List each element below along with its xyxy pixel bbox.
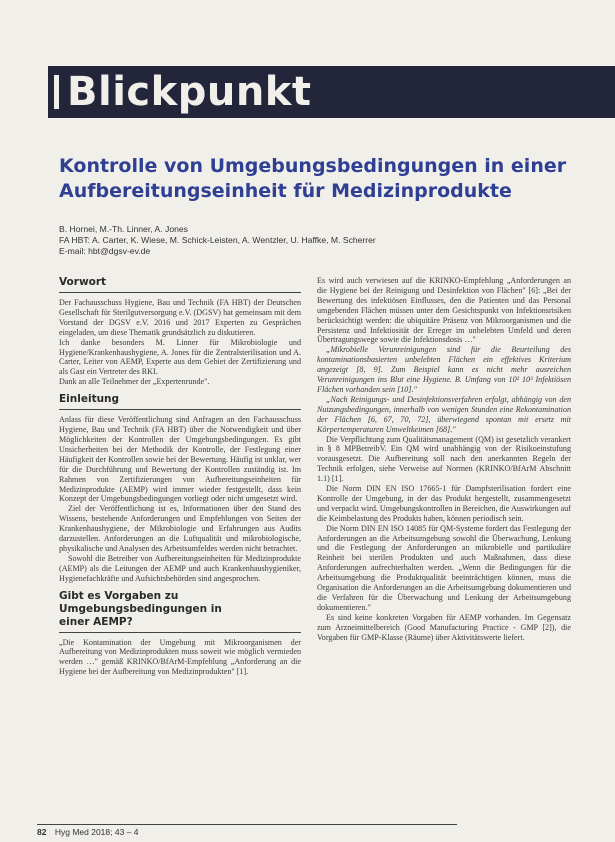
right-paragraph-norm-13485: Die Norm DIN EN ISO 14085 für QM-Systeme fordert das Festlegung der Anforderungen an die Arbeitsumgebung sowohl die Überwachung, Lenkung und die Festlegung der Anforderungen an mikrobielle und partikuläre Reinheit bei sterilen Produkten und auch Maßnahmen, dass diese Anforderungen aufrechterhalten werden. „Wenn die Bedingungen für die Arbeitsumgebung die Produktqualität beeinträchtigen können, muss die Organisation die Anforderungen an die Arbeitsumgebung dokumentieren und die Verfahren für die Überwachung und Lenkung der Arbeitsumgebung dokumentieren." bbox=[317, 523, 571, 612]
section-banner bbox=[48, 66, 615, 118]
heading-vorgaben-line-1: Gibt es Vorgaben zu Umgebungsbedingungen in bbox=[59, 589, 222, 615]
right-paragraph-1: Es wird auch verwiesen auf die KRINKO-Empfehlung „Anforderungen an die Hygiene bei der Reinigung und Desinfektion von Flächen" [6]: „Bei der Bewertung des infektiösen Einflusses, den die Patienten und das Personal umgebenden Flächen müssen unter dem Gesichtspunkt von Infektionsrisiken berücksichtigt werden: die ubiquitäre Präsenz von Mikroorganismen und die Persistenz und Infektiosität der Erreger im unbelebten Umfeld und deren Übertragungswege sowie die Infektionsdosis …" bbox=[317, 276, 571, 345]
einleitung-paragraph-1: Anlass für diese Veröffentlichung sind Anfragen an den Fachausschuss Hygiene, Bau und Technik (FA HBT) über die Notwendigkeit und über Möglichkeiten der Kontrollen der Umgebungsbedingungen. Es gibt Unsicherheiten bei der Methodik der Kontrolle, der Festlegung einer Häufigkeit der Kontrollen sowie bei der Bewertung. Häufig ist unklar, wer für die Durchführung und Bewertung der Kontrollen zuständig ist. Im Rahmen von Zertifizierungen von Aufbereitungseinheiten für Medizinprodukte (AEMP) wird immer wieder festgestellt, dass kein Konzept der Umgebungsbedingungen vorliegt oder nicht umgesetzt wird. bbox=[59, 415, 301, 504]
vorwort-paragraph-1: Der Fachausschuss Hygiene, Bau und Technik (FA HBT) der Deutschen Gesellschaft für Sterilgutversorgung e.V. (DGSV) hat gemeinsam mit dem Vorstand der DGSV e.V. 2016 und 2017 Experten zu Gesprächen eingeladen, um diese Thematik grundsätzlich zu diskutieren. bbox=[59, 298, 301, 337]
right-column bbox=[317, 276, 571, 643]
right-paragraph-norm-17665: Die Norm DIN EN ISO 17665-1 für Dampfsterilisation fordert eine Kontrolle der Umgebung, in der das Produkt hergestellt, zusammengesetzt und verpackt wird. Umgebungskontrollen in Bereichen, die Auswirkungen auf die Keimbelastung des Produkts haben, können periodisch sein. bbox=[317, 484, 571, 523]
contact-email: E-mail: hbt@dgsv-ev.de bbox=[59, 246, 151, 256]
journal-reference: Hyg Med 2018; 43 – 4 bbox=[54, 827, 139, 837]
author-names: B. Hornei, M.-Th. Linner, A. Jones bbox=[59, 224, 188, 234]
right-quote-2: „Nach Reinigungs- und Desinfektionsverfahren erfolgt, abhängig von den Nutzungsbedingungen, innerhalb von wenigen Stunden eine Rekontamination der Flächen [6, 67, 70, 72], überwiegend spontan mit ersetz mit Körpertemperaturen Umweltkeimen [68]." bbox=[317, 394, 571, 434]
article-title-line-2: Aufbereitungseinheit für Medizinprodukte bbox=[59, 180, 512, 202]
left-column bbox=[59, 276, 301, 677]
article-title bbox=[59, 154, 579, 204]
right-quote-1: „Mikrobielle Verunreinigungen sind für die Beurteilung des kontaminationsbasierten unbelebten Flächen ein effektives Kriterium angezeigt [8, 9]. Zum Beispiel kann es nicht mehr ausreichen Verunreinigungen ins Blut eine Hygiene. B. Umfang von 10² 10³ Infektiösen Flächen vorhanden sein [10]." bbox=[317, 345, 571, 394]
vorgaben-paragraph-1: „Die Kontamination der Umgebung mit Mikroorganismen der Aufbereitung von Medizinprodukten muss soweit wie möglich vermieden werden …" gemäß KRINKO/BfArM-Empfehlung „Anforderung an die Hygiene bei der Aufbereitung von Medizinprodukten" [1]. bbox=[59, 637, 301, 677]
page-number: 82 bbox=[37, 827, 47, 837]
heading-vorgaben-line-2: einer AEMP? bbox=[59, 615, 133, 628]
heading-einleitung: Einleitung bbox=[59, 393, 301, 410]
committee-names: FA HBT: A. Carter, K. Wiese, M. Schick-Leisten, A. Wentzler, U. Haffke, M. Scherrer bbox=[59, 235, 376, 245]
article-title-line-1: Kontrolle von Umgebungsbedingungen in einer bbox=[59, 155, 567, 177]
einleitung-paragraph-3: Sowohl die Betreiber von Aufbereitungseinheiten für Medizinprodukte (AEMP) als die Leitungen der AEMP und auch Krankenhaushygieniker, Hygienefachkräfte und Aufsichtsbehörden sind angesprochen. bbox=[59, 553, 301, 583]
page-footer bbox=[37, 824, 457, 838]
author-block bbox=[59, 224, 559, 257]
banner-bar bbox=[54, 75, 59, 109]
banner-title: Blickpunkt bbox=[67, 69, 312, 115]
vorwort-paragraph-2: Ich danke besonders M. Linner für Mikrobiologie und Hygiene/Krankenhaushygiene, A. Jones für die Zentralsterilisation und A. Carter, Leiter von AEMP, Experte aus dem Gebiet der Zertifizierung und als Gast ein Vertreter des RKI. bbox=[59, 337, 301, 377]
heading-vorgaben bbox=[59, 590, 301, 633]
heading-vorwort: Vorwort bbox=[59, 276, 301, 293]
vorwort-paragraph-3: Dank an alle Teilnehmer der „Expertenrunde". bbox=[59, 377, 210, 387]
right-paragraph-qm: Die Verpflichtung zum Qualitätsmanagement (QM) ist gesetzlich verankert in § 8 MPBetreibV. Ein QM wird unabhängig von der Risikoeinstufung vorausgesetzt. Die Aufbereitung soll nach den anerkannten Regeln der Technik erfolgen, siehe Verweise auf Normen (KRINKO/BfArM Abschnitt 1.1) [1]. bbox=[317, 434, 571, 484]
right-paragraph-gmp: Es sind keine konkreten Vorgaben für AEMP vorhanden. Im Gegensatz zum Arzneimittelbereich (Good Manufacturing Practice - GMP [2]), die Vorgaben für GMP-Klasse (Räume) über Aktivitätswerte liefert. bbox=[317, 612, 571, 642]
einleitung-paragraph-2: Ziel der Veröffentlichung ist es, Informationen über den Stand des Wissens, bestehende Anforderungen und Empfehlungen von Seiten der Krankenhaushygiene, der Mikrobiologie und Erfahrungen aus Audits darzustellen. Anforderungen an die Luftqualität und mikrobiologische, physikalische und Analysen des Arbeitsumfeldes werden nicht betrachtet. bbox=[59, 504, 301, 553]
